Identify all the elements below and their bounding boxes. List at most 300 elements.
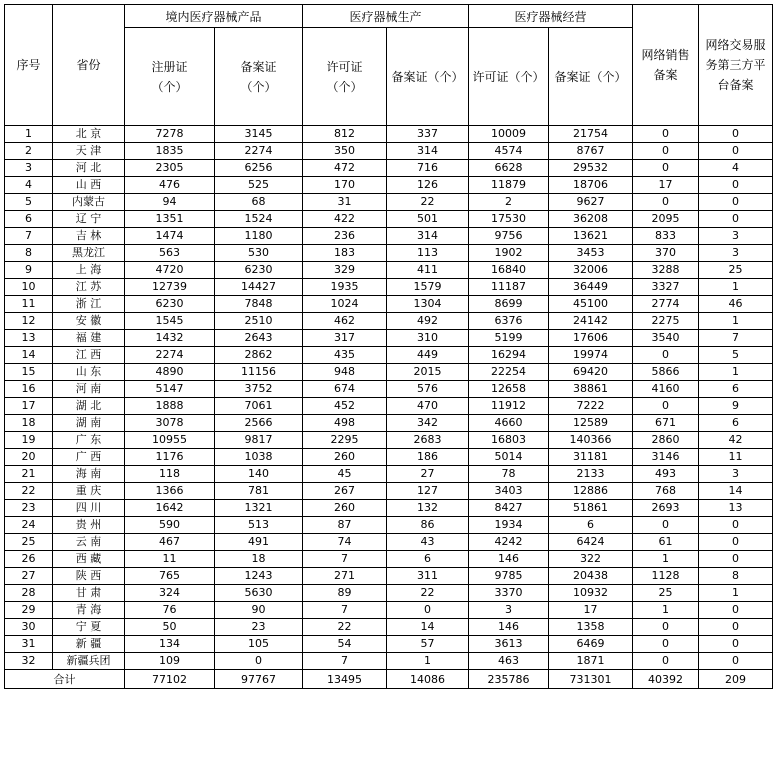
seq-cell: 10 xyxy=(5,279,53,296)
table-row xyxy=(5,398,773,415)
third-party-cell: 0 xyxy=(699,143,773,160)
license-2-cell: 6628 xyxy=(469,160,549,177)
registration-cell: 5147 xyxy=(125,381,215,398)
filing-cert-cell: 5630 xyxy=(215,585,303,602)
province-cell: 辽 宁 xyxy=(53,211,125,228)
filing-cert-cell: 2862 xyxy=(215,347,303,364)
seq-cell: 12 xyxy=(5,313,53,330)
filing-cert-3-cell: 6424 xyxy=(549,534,633,551)
filing-cert-3-cell: 6 xyxy=(549,517,633,534)
license-cell: 236 xyxy=(303,228,387,245)
license-cell: 87 xyxy=(303,517,387,534)
license-2-cell: 12658 xyxy=(469,381,549,398)
table-row xyxy=(5,534,773,551)
filing-cert-3-cell: 7222 xyxy=(549,398,633,415)
online-sales-cell: 0 xyxy=(633,347,699,364)
filing-cert-cell: 11156 xyxy=(215,364,303,381)
province-cell: 江 苏 xyxy=(53,279,125,296)
online-sales-cell: 4160 xyxy=(633,381,699,398)
registration-cell: 324 xyxy=(125,585,215,602)
header-third-party xyxy=(699,5,773,126)
license-2-cell: 10009 xyxy=(469,126,549,143)
province-cell: 河 南 xyxy=(53,381,125,398)
license-2-cell: 6376 xyxy=(469,313,549,330)
filing-cert-cell: 7848 xyxy=(215,296,303,313)
online-sales-cell: 3327 xyxy=(633,279,699,296)
license-2-cell: 1934 xyxy=(469,517,549,534)
license-cell: 329 xyxy=(303,262,387,279)
filing-cert-cell: 14427 xyxy=(215,279,303,296)
registration-cell: 7278 xyxy=(125,126,215,143)
filing-cert-2-cell: 314 xyxy=(387,228,469,245)
registration-cell: 1432 xyxy=(125,330,215,347)
total-cell: 209 xyxy=(699,670,773,689)
registration-cell: 1474 xyxy=(125,228,215,245)
license-2-cell: 3370 xyxy=(469,585,549,602)
registration-cell: 476 xyxy=(125,177,215,194)
province-cell: 贵 州 xyxy=(53,517,125,534)
registration-cell: 109 xyxy=(125,653,215,670)
filing-cert-3-cell: 24142 xyxy=(549,313,633,330)
total-row xyxy=(5,670,773,689)
license-2-cell: 9756 xyxy=(469,228,549,245)
table-row xyxy=(5,296,773,313)
filing-cert-2-cell: 1579 xyxy=(387,279,469,296)
total-label: 合计 xyxy=(5,670,125,689)
seq-cell: 14 xyxy=(5,347,53,364)
filing-cert-3-cell: 2133 xyxy=(549,466,633,483)
filing-cert-3-cell: 140366 xyxy=(549,432,633,449)
filing-cert-2-cell: 43 xyxy=(387,534,469,551)
filing-cert-2-cell: 1 xyxy=(387,653,469,670)
filing-cert-cell: 0 xyxy=(215,653,303,670)
filing-cert-3-cell: 12886 xyxy=(549,483,633,500)
license-2-cell: 146 xyxy=(469,551,549,568)
online-sales-cell: 2095 xyxy=(633,211,699,228)
total-cell: 77102 xyxy=(125,670,215,689)
license-2-cell: 11879 xyxy=(469,177,549,194)
online-sales-cell: 768 xyxy=(633,483,699,500)
filing-cert-3-cell: 36208 xyxy=(549,211,633,228)
license-cell: 271 xyxy=(303,568,387,585)
filing-cert-cell: 68 xyxy=(215,194,303,211)
license-cell: 260 xyxy=(303,500,387,517)
license-2-cell: 16840 xyxy=(469,262,549,279)
province-cell: 湖 北 xyxy=(53,398,125,415)
table-body xyxy=(5,126,773,670)
online-sales-cell: 370 xyxy=(633,245,699,262)
license-2-cell: 11187 xyxy=(469,279,549,296)
filing-cert-cell: 18 xyxy=(215,551,303,568)
seq-cell: 18 xyxy=(5,415,53,432)
registration-cell: 2274 xyxy=(125,347,215,364)
table-row xyxy=(5,262,773,279)
header-online-sales xyxy=(633,5,699,126)
online-sales-cell: 61 xyxy=(633,534,699,551)
filing-cert-3-cell: 69420 xyxy=(549,364,633,381)
registration-cell: 11 xyxy=(125,551,215,568)
filing-cert-cell: 90 xyxy=(215,602,303,619)
filing-cert-cell: 140 xyxy=(215,466,303,483)
license-cell: 7 xyxy=(303,653,387,670)
filing-cert-cell: 9817 xyxy=(215,432,303,449)
online-sales-cell: 2275 xyxy=(633,313,699,330)
province-cell: 新 疆 xyxy=(53,636,125,653)
table-row xyxy=(5,245,773,262)
seq-cell: 17 xyxy=(5,398,53,415)
license-cell: 498 xyxy=(303,415,387,432)
filing-cert-2-cell: 411 xyxy=(387,262,469,279)
filing-cert-2-cell: 716 xyxy=(387,160,469,177)
filing-cert-3-cell: 21754 xyxy=(549,126,633,143)
online-sales-cell: 3540 xyxy=(633,330,699,347)
seq-cell: 21 xyxy=(5,466,53,483)
filing-cert-2-cell: 470 xyxy=(387,398,469,415)
license-cell: 674 xyxy=(303,381,387,398)
province-cell: 广 西 xyxy=(53,449,125,466)
filing-cert-3-cell: 31181 xyxy=(549,449,633,466)
license-2-cell: 9785 xyxy=(469,568,549,585)
province-cell: 湖 南 xyxy=(53,415,125,432)
filing-cert-cell: 7061 xyxy=(215,398,303,415)
online-sales-cell: 1128 xyxy=(633,568,699,585)
table-row xyxy=(5,228,773,245)
registration-cell: 1366 xyxy=(125,483,215,500)
province-cell: 陕 西 xyxy=(53,568,125,585)
license-cell: 435 xyxy=(303,347,387,364)
license-2-cell: 5199 xyxy=(469,330,549,347)
registration-cell: 563 xyxy=(125,245,215,262)
online-sales-cell: 17 xyxy=(633,177,699,194)
filing-cert-2-cell: 86 xyxy=(387,517,469,534)
table-row xyxy=(5,517,773,534)
online-sales-cell: 493 xyxy=(633,466,699,483)
online-sales-cell: 0 xyxy=(633,517,699,534)
registration-cell: 1642 xyxy=(125,500,215,517)
seq-cell: 13 xyxy=(5,330,53,347)
license-cell: 317 xyxy=(303,330,387,347)
third-party-cell: 8 xyxy=(699,568,773,585)
table-row xyxy=(5,602,773,619)
online-sales-cell: 0 xyxy=(633,143,699,160)
license-2-cell: 3613 xyxy=(469,636,549,653)
seq-cell: 1 xyxy=(5,126,53,143)
header-license-text: 许可证（个） xyxy=(326,59,363,94)
filing-cert-3-cell: 17 xyxy=(549,602,633,619)
header-license-2-text: 许可证（个） xyxy=(472,69,545,84)
filing-cert-cell: 2566 xyxy=(215,415,303,432)
filing-cert-cell: 6230 xyxy=(215,262,303,279)
table-row xyxy=(5,636,773,653)
filing-cert-2-cell: 126 xyxy=(387,177,469,194)
online-sales-cell: 0 xyxy=(633,194,699,211)
filing-cert-3-cell: 1871 xyxy=(549,653,633,670)
table-row xyxy=(5,126,773,143)
online-sales-cell: 0 xyxy=(633,126,699,143)
registration-cell: 1176 xyxy=(125,449,215,466)
seq-cell: 23 xyxy=(5,500,53,517)
filing-cert-3-cell: 51861 xyxy=(549,500,633,517)
license-cell: 1935 xyxy=(303,279,387,296)
registration-cell: 590 xyxy=(125,517,215,534)
registration-cell: 1888 xyxy=(125,398,215,415)
third-party-cell: 6 xyxy=(699,415,773,432)
filing-cert-2-cell: 1304 xyxy=(387,296,469,313)
filing-cert-cell: 530 xyxy=(215,245,303,262)
table-row xyxy=(5,381,773,398)
filing-cert-2-cell: 492 xyxy=(387,313,469,330)
header-filing-cert-2-text: 备案证（个） xyxy=(391,69,464,84)
third-party-cell: 0 xyxy=(699,211,773,228)
seq-cell: 3 xyxy=(5,160,53,177)
license-2-cell: 463 xyxy=(469,653,549,670)
license-cell: 170 xyxy=(303,177,387,194)
seq-cell: 27 xyxy=(5,568,53,585)
table-row xyxy=(5,330,773,347)
filing-cert-cell: 6256 xyxy=(215,160,303,177)
seq-cell: 20 xyxy=(5,449,53,466)
license-2-cell: 78 xyxy=(469,466,549,483)
table-row xyxy=(5,585,773,602)
filing-cert-3-cell: 20438 xyxy=(549,568,633,585)
registration-cell: 76 xyxy=(125,602,215,619)
license-cell: 54 xyxy=(303,636,387,653)
license-cell: 812 xyxy=(303,126,387,143)
total-cell: 14086 xyxy=(387,670,469,689)
filing-cert-2-cell: 576 xyxy=(387,381,469,398)
license-cell: 183 xyxy=(303,245,387,262)
seq-cell: 7 xyxy=(5,228,53,245)
license-cell: 74 xyxy=(303,534,387,551)
province-cell: 西 藏 xyxy=(53,551,125,568)
license-2-cell: 4242 xyxy=(469,534,549,551)
third-party-cell: 3 xyxy=(699,466,773,483)
seq-cell: 28 xyxy=(5,585,53,602)
registration-cell: 50 xyxy=(125,619,215,636)
third-party-cell: 25 xyxy=(699,262,773,279)
province-cell: 吉 林 xyxy=(53,228,125,245)
header-registration xyxy=(125,28,215,126)
license-2-cell: 16294 xyxy=(469,347,549,364)
province-cell: 内蒙古 xyxy=(53,194,125,211)
filing-cert-2-cell: 22 xyxy=(387,585,469,602)
header-business: 医疗器械经营 xyxy=(469,5,633,28)
license-2-cell: 11912 xyxy=(469,398,549,415)
third-party-cell: 0 xyxy=(699,517,773,534)
province-cell: 甘 肃 xyxy=(53,585,125,602)
header-domestic-products: 境内医疗器械产品 xyxy=(125,5,303,28)
registration-cell: 118 xyxy=(125,466,215,483)
filing-cert-cell: 3145 xyxy=(215,126,303,143)
third-party-cell: 42 xyxy=(699,432,773,449)
license-cell: 7 xyxy=(303,551,387,568)
registration-cell: 94 xyxy=(125,194,215,211)
filing-cert-2-cell: 113 xyxy=(387,245,469,262)
province-cell: 福 建 xyxy=(53,330,125,347)
third-party-cell: 14 xyxy=(699,483,773,500)
third-party-cell: 9 xyxy=(699,398,773,415)
registration-cell: 4890 xyxy=(125,364,215,381)
license-2-cell: 22254 xyxy=(469,364,549,381)
seq-cell: 9 xyxy=(5,262,53,279)
online-sales-cell: 2774 xyxy=(633,296,699,313)
table-row xyxy=(5,432,773,449)
seq-cell: 22 xyxy=(5,483,53,500)
province-cell: 北 京 xyxy=(53,126,125,143)
filing-cert-2-cell: 127 xyxy=(387,483,469,500)
seq-cell: 5 xyxy=(5,194,53,211)
third-party-cell: 1 xyxy=(699,313,773,330)
seq-cell: 24 xyxy=(5,517,53,534)
filing-cert-2-cell: 27 xyxy=(387,466,469,483)
license-cell: 2295 xyxy=(303,432,387,449)
filing-cert-3-cell: 6469 xyxy=(549,636,633,653)
table-footer xyxy=(5,670,773,689)
license-2-cell: 16803 xyxy=(469,432,549,449)
seq-cell: 26 xyxy=(5,551,53,568)
filing-cert-3-cell: 1358 xyxy=(549,619,633,636)
table-row xyxy=(5,568,773,585)
filing-cert-3-cell: 9627 xyxy=(549,194,633,211)
filing-cert-3-cell: 12589 xyxy=(549,415,633,432)
online-sales-cell: 833 xyxy=(633,228,699,245)
province-cell: 安 徽 xyxy=(53,313,125,330)
province-cell: 山 东 xyxy=(53,364,125,381)
third-party-cell: 0 xyxy=(699,126,773,143)
table-row xyxy=(5,466,773,483)
table-row xyxy=(5,619,773,636)
license-2-cell: 3403 xyxy=(469,483,549,500)
seq-cell: 8 xyxy=(5,245,53,262)
seq-cell: 32 xyxy=(5,653,53,670)
filing-cert-3-cell: 17606 xyxy=(549,330,633,347)
license-2-cell: 4660 xyxy=(469,415,549,432)
filing-cert-3-cell: 18706 xyxy=(549,177,633,194)
third-party-cell: 3 xyxy=(699,228,773,245)
province-cell: 海 南 xyxy=(53,466,125,483)
license-2-cell: 5014 xyxy=(469,449,549,466)
registration-cell: 3078 xyxy=(125,415,215,432)
license-2-cell: 8427 xyxy=(469,500,549,517)
total-cell: 13495 xyxy=(303,670,387,689)
province-cell: 四 川 xyxy=(53,500,125,517)
seq-cell: 29 xyxy=(5,602,53,619)
table-row xyxy=(5,211,773,228)
seq-cell: 2 xyxy=(5,143,53,160)
header-filing-cert-text: 备案证（个） xyxy=(240,59,277,94)
license-cell: 267 xyxy=(303,483,387,500)
total-cell: 235786 xyxy=(469,670,549,689)
province-cell: 青 海 xyxy=(53,602,125,619)
province-cell: 江 西 xyxy=(53,347,125,364)
third-party-cell: 1 xyxy=(699,585,773,602)
header-province: 省份 xyxy=(53,5,125,126)
filing-cert-2-cell: 57 xyxy=(387,636,469,653)
filing-cert-2-cell: 337 xyxy=(387,126,469,143)
third-party-cell: 46 xyxy=(699,296,773,313)
filing-cert-2-cell: 501 xyxy=(387,211,469,228)
header-online-sales-text: 网络销售备案 xyxy=(641,48,690,82)
online-sales-cell: 2693 xyxy=(633,500,699,517)
filing-cert-3-cell: 38861 xyxy=(549,381,633,398)
table-row xyxy=(5,500,773,517)
license-cell: 31 xyxy=(303,194,387,211)
registration-cell: 467 xyxy=(125,534,215,551)
province-cell: 浙 江 xyxy=(53,296,125,313)
license-2-cell: 2 xyxy=(469,194,549,211)
header-filing-cert xyxy=(215,28,303,126)
filing-cert-2-cell: 449 xyxy=(387,347,469,364)
registration-cell: 4720 xyxy=(125,262,215,279)
province-cell: 天 津 xyxy=(53,143,125,160)
filing-cert-3-cell: 3453 xyxy=(549,245,633,262)
registration-cell: 1835 xyxy=(125,143,215,160)
filing-cert-cell: 2510 xyxy=(215,313,303,330)
total-cell: 97767 xyxy=(215,670,303,689)
registration-cell: 1545 xyxy=(125,313,215,330)
third-party-cell: 0 xyxy=(699,551,773,568)
filing-cert-3-cell: 8767 xyxy=(549,143,633,160)
header-registration-text: 注册证（个） xyxy=(151,59,188,94)
license-cell: 89 xyxy=(303,585,387,602)
filing-cert-cell: 1524 xyxy=(215,211,303,228)
license-cell: 7 xyxy=(303,602,387,619)
online-sales-cell: 0 xyxy=(633,398,699,415)
filing-cert-2-cell: 132 xyxy=(387,500,469,517)
registration-cell: 765 xyxy=(125,568,215,585)
license-cell: 350 xyxy=(303,143,387,160)
online-sales-cell: 0 xyxy=(633,619,699,636)
online-sales-cell: 3146 xyxy=(633,449,699,466)
filing-cert-2-cell: 310 xyxy=(387,330,469,347)
table-row xyxy=(5,653,773,670)
seq-cell: 30 xyxy=(5,619,53,636)
third-party-cell: 0 xyxy=(699,653,773,670)
filing-cert-2-cell: 0 xyxy=(387,602,469,619)
registration-cell: 10955 xyxy=(125,432,215,449)
license-cell: 948 xyxy=(303,364,387,381)
statistics-table xyxy=(4,4,773,689)
online-sales-cell: 1 xyxy=(633,551,699,568)
online-sales-cell: 0 xyxy=(633,636,699,653)
header-production: 医疗器械生产 xyxy=(303,5,469,28)
third-party-cell: 7 xyxy=(699,330,773,347)
filing-cert-2-cell: 14 xyxy=(387,619,469,636)
registration-cell: 134 xyxy=(125,636,215,653)
table-row xyxy=(5,313,773,330)
license-2-cell: 8699 xyxy=(469,296,549,313)
online-sales-cell: 2860 xyxy=(633,432,699,449)
header-seq: 序号 xyxy=(5,5,53,126)
filing-cert-cell: 23 xyxy=(215,619,303,636)
license-2-cell: 146 xyxy=(469,619,549,636)
license-cell: 472 xyxy=(303,160,387,177)
seq-cell: 15 xyxy=(5,364,53,381)
filing-cert-cell: 3752 xyxy=(215,381,303,398)
seq-cell: 4 xyxy=(5,177,53,194)
third-party-cell: 3 xyxy=(699,245,773,262)
filing-cert-cell: 513 xyxy=(215,517,303,534)
license-cell: 422 xyxy=(303,211,387,228)
third-party-cell: 13 xyxy=(699,500,773,517)
header-filing-cert-3 xyxy=(549,28,633,126)
filing-cert-2-cell: 342 xyxy=(387,415,469,432)
table-row xyxy=(5,551,773,568)
table-row xyxy=(5,160,773,177)
header-license-2 xyxy=(469,28,549,126)
third-party-cell: 1 xyxy=(699,364,773,381)
table-row xyxy=(5,194,773,211)
